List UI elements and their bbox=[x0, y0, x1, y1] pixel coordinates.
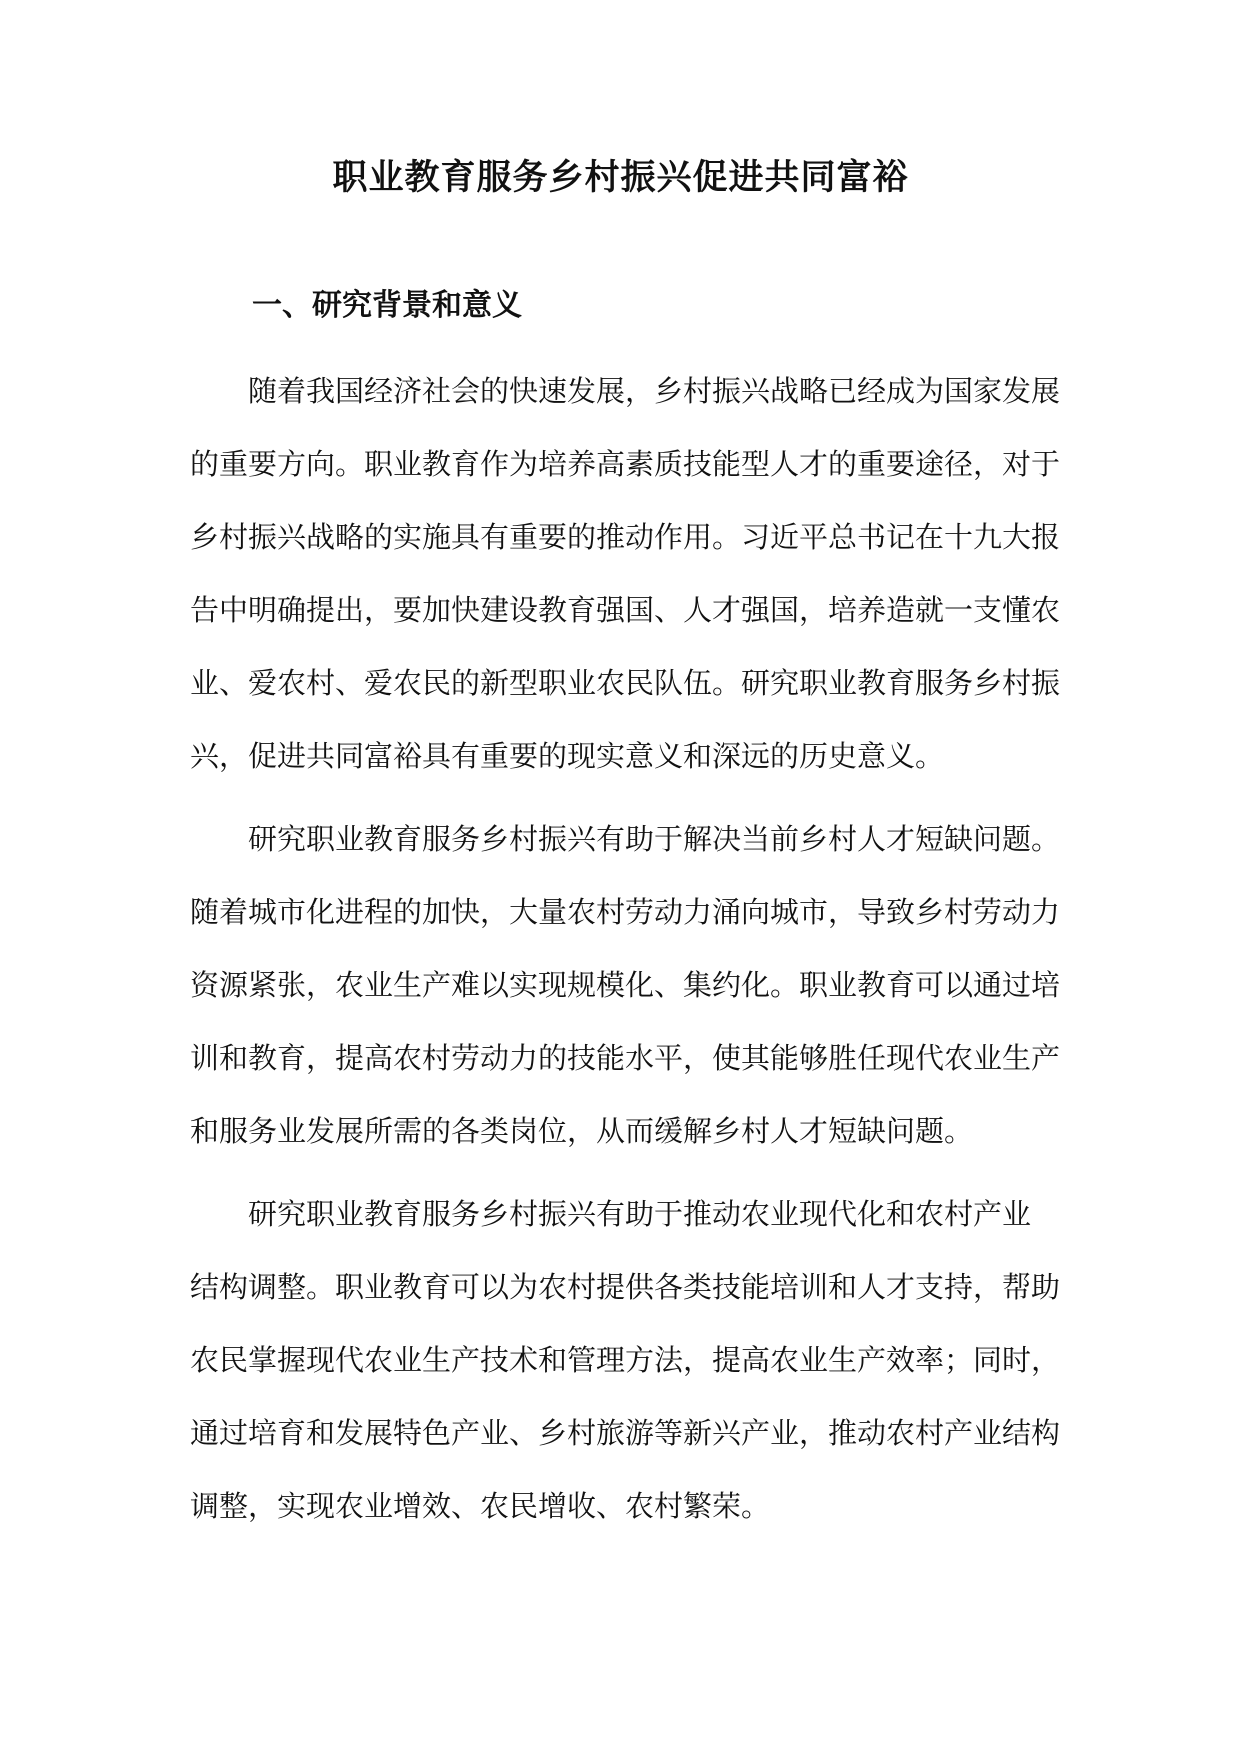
paragraph-line: 资源紧张，农业生产难以实现规模化、集约化。职业教育可以通过培 bbox=[190, 968, 1061, 1002]
paragraph-line: 告中明确提出，要加快建设教育强国、人才强国，培养造就一支懂农 bbox=[190, 593, 1061, 627]
paragraph-line: 和服务业发展所需的各类岗位，从而缓解乡村人才短缺问题。 bbox=[190, 1114, 974, 1148]
paragraph-line: 训和教育，提高农村劳动力的技能水平，使其能够胜任现代农业生产 bbox=[190, 1041, 1061, 1075]
paragraph-line: 农民掌握现代农业生产技术和管理方法，提高农业生产效率；同时， bbox=[190, 1343, 1061, 1377]
paragraph-line: 的重要方向。职业教育作为培养高素质技能型人才的重要途径，对于 bbox=[190, 447, 1061, 481]
paragraph-line: 调整，实现农业增效、农民增收、农村繁荣。 bbox=[190, 1489, 771, 1523]
paragraph-line: 兴，促进共同富裕具有重要的现实意义和深远的历史意义。 bbox=[190, 739, 945, 773]
paragraph-line: 研究职业教育服务乡村振兴有助于推动农业现代化和农村产业 bbox=[248, 1197, 1032, 1231]
paragraph-line: 通过培育和发展特色产业、乡村旅游等新兴产业，推动农村产业结构 bbox=[190, 1416, 1061, 1450]
paragraph-line: 乡村振兴战略的实施具有重要的推动作用。习近平总书记在十九大报 bbox=[190, 520, 1061, 554]
paragraph-line: 研究职业教育服务乡村振兴有助于解决当前乡村人才短缺问题。 bbox=[248, 822, 1061, 856]
paragraph-line: 业、爱农村、爱农民的新型职业农民队伍。研究职业教育服务乡村振 bbox=[190, 666, 1061, 700]
paragraph-3 bbox=[190, 1178, 1070, 1543]
paragraph-line: 随着城市化进程的加快，大量农村劳动力涌向城市，导致乡村劳动力 bbox=[190, 895, 1061, 929]
document-title: 职业教育服务乡村振兴促进共同富裕 bbox=[332, 158, 909, 198]
paragraph-line: 随着我国经济社会的快速发展，乡村振兴战略已经成为国家发展 bbox=[248, 374, 1061, 408]
paragraph-2 bbox=[190, 803, 1070, 1168]
paragraph-1 bbox=[190, 355, 1070, 793]
paragraph-line: 结构调整。职业教育可以为农村提供各类技能培训和人才支持，帮助 bbox=[190, 1270, 1061, 1304]
section-heading: 一、研究背景和意义 bbox=[252, 288, 522, 323]
